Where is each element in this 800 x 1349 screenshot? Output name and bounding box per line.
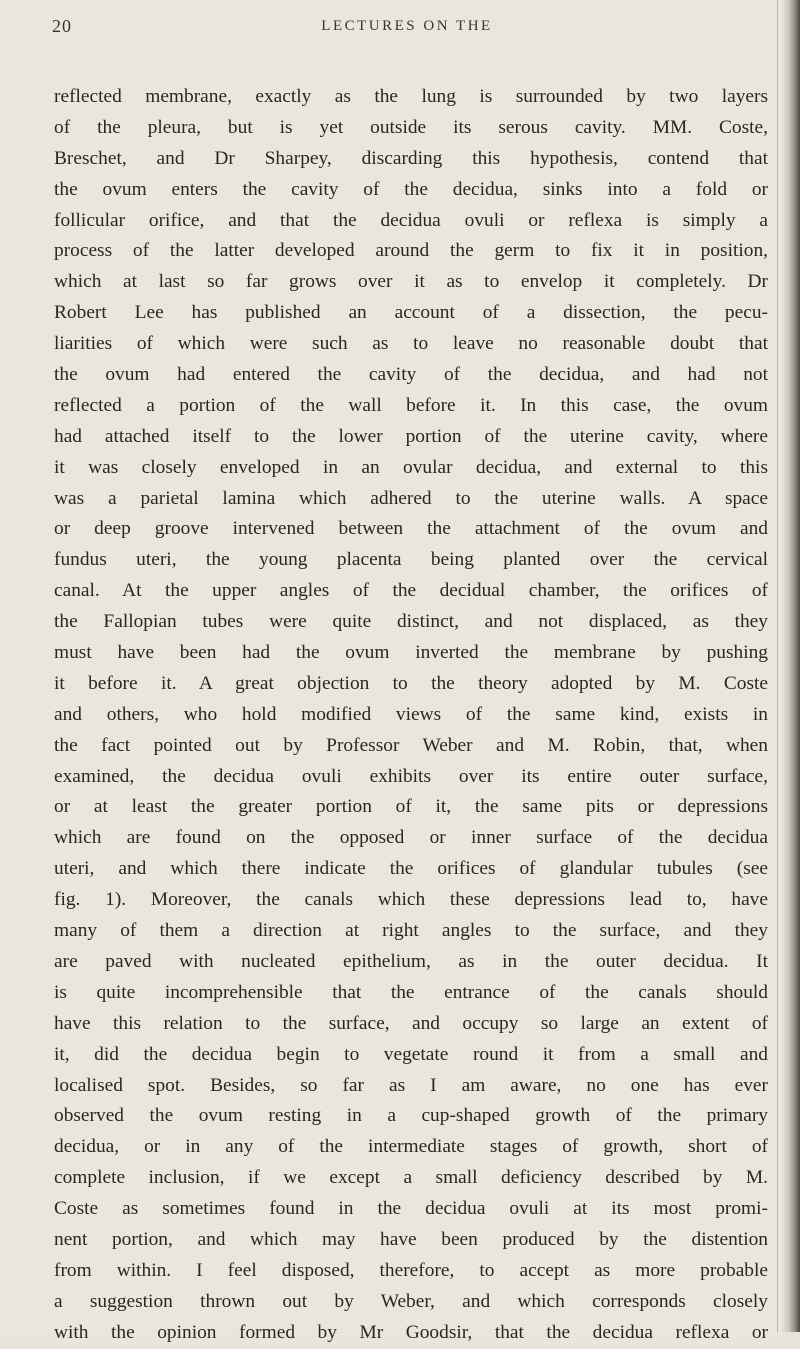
text-line: are paved with nucleated epithelium, as in the outer decidua. It [54, 950, 768, 972]
text-line: from within. I feel disposed, therefore, to accept as more probable [54, 1259, 768, 1281]
text-line: it, did the decidua begin to vegetate round it from a small and [54, 1043, 768, 1065]
page-header [52, 16, 762, 46]
text-line: it was closely enveloped in an ovular decidua, and external to this [54, 456, 768, 478]
text-line: fundus uteri, the young placenta being planted over the cervical [54, 549, 768, 571]
text-line: it before it. A great objection to the theory adopted by M. Coste [54, 672, 768, 694]
text-line: reflected membrane, exactly as the lung is surrounded by two layers [54, 86, 768, 107]
text-line: complete inclusion, if we except a small deficiency described by M. [54, 1167, 768, 1189]
text-line: many of them a direction at right angles to the surface, and they [54, 920, 768, 942]
text-line: must have been had the ovum inverted the membrane by pushing [54, 642, 768, 664]
text-line: is quite incomprehensible that the entrance of the canals should [54, 981, 768, 1003]
text-line: a suggestion thrown out by Weber, and which corresponds closely [54, 1290, 768, 1312]
text-line: examined, the decidua ovuli exhibits over its entire outer surface, [54, 765, 768, 787]
text-line: or deep groove intervened between the attachment of the ovum and [54, 518, 768, 540]
text-line: with the opinion formed by Mr Goodsir, that the decidua reflexa or [54, 1321, 768, 1343]
text-line: nent portion, and which may have been produced by the distention [54, 1228, 768, 1250]
text-line: follicular orifice, and that the decidua ovuli or reflexa is simply a [54, 209, 768, 231]
text-line: was a parietal lamina which adhered to the uterine walls. A space [54, 487, 768, 509]
text-line: reflected a portion of the wall before it. In this case, the ovum [54, 394, 768, 416]
text-line: had attached itself to the lower portion of the uterine cavity, where [54, 425, 768, 447]
binding-edge-shadow [782, 0, 800, 1332]
text-line: observed the ovum resting in a cup-shaped growth of the primary [54, 1105, 768, 1127]
body-text [54, 82, 768, 1349]
text-line: fig. 1). Moreover, the canals which these depressions lead to, have [54, 889, 768, 911]
text-line: process of the latter developed around the germ to fix it in position, [54, 240, 768, 262]
text-line: have this relation to the surface, and occupy so large an extent of [54, 1012, 768, 1034]
page-edge-line [777, 0, 778, 1332]
text-line: the fact pointed out by Professor Weber and M. Robin, that, when [54, 734, 768, 756]
text-line: or at least the greater portion of it, the same pits or depressions [54, 796, 768, 818]
text-line: decidua, or in any of the intermediate stages of growth, short of [54, 1136, 768, 1158]
text-line: of the pleura, but is yet outside its serous cavity. MM. Coste, [54, 116, 768, 138]
text-line: the ovum enters the cavity of the decidua, sinks into a fold or [54, 178, 768, 200]
text-line: Robert Lee has published an account of a dissection, the pecu- [54, 302, 768, 324]
text-line: and others, who hold modified views of the same kind, exists in [54, 703, 768, 725]
page-number: 20 [52, 16, 72, 36]
text-line: Breschet, and Dr Sharpey, discarding this hypothesis, contend that [54, 147, 768, 169]
text-line: the Fallopian tubes were quite distinct, and not displaced, as they [54, 611, 768, 633]
text-line: canal. At the upper angles of the decidual chamber, the orifices of [54, 580, 768, 602]
text-line: liarities of which were such as to leave no reasonable doubt that [54, 333, 768, 355]
text-line: which are found on the opposed or inner surface of the decidua [54, 827, 768, 849]
text-line: uteri, and which there indicate the orifices of glandular tubules (see [54, 858, 768, 880]
text-line: localised spot. Besides, so far as I am aware, no one has ever [54, 1074, 768, 1096]
text-line: Coste as sometimes found in the decidua ovuli at its most promi- [54, 1198, 768, 1220]
running-head: LECTURES ON THE [321, 18, 493, 34]
text-line: the ovum had entered the cavity of the decidua, and had not [54, 364, 768, 386]
text-line: which at last so far grows over it as to envelop it completely. Dr [54, 271, 768, 293]
